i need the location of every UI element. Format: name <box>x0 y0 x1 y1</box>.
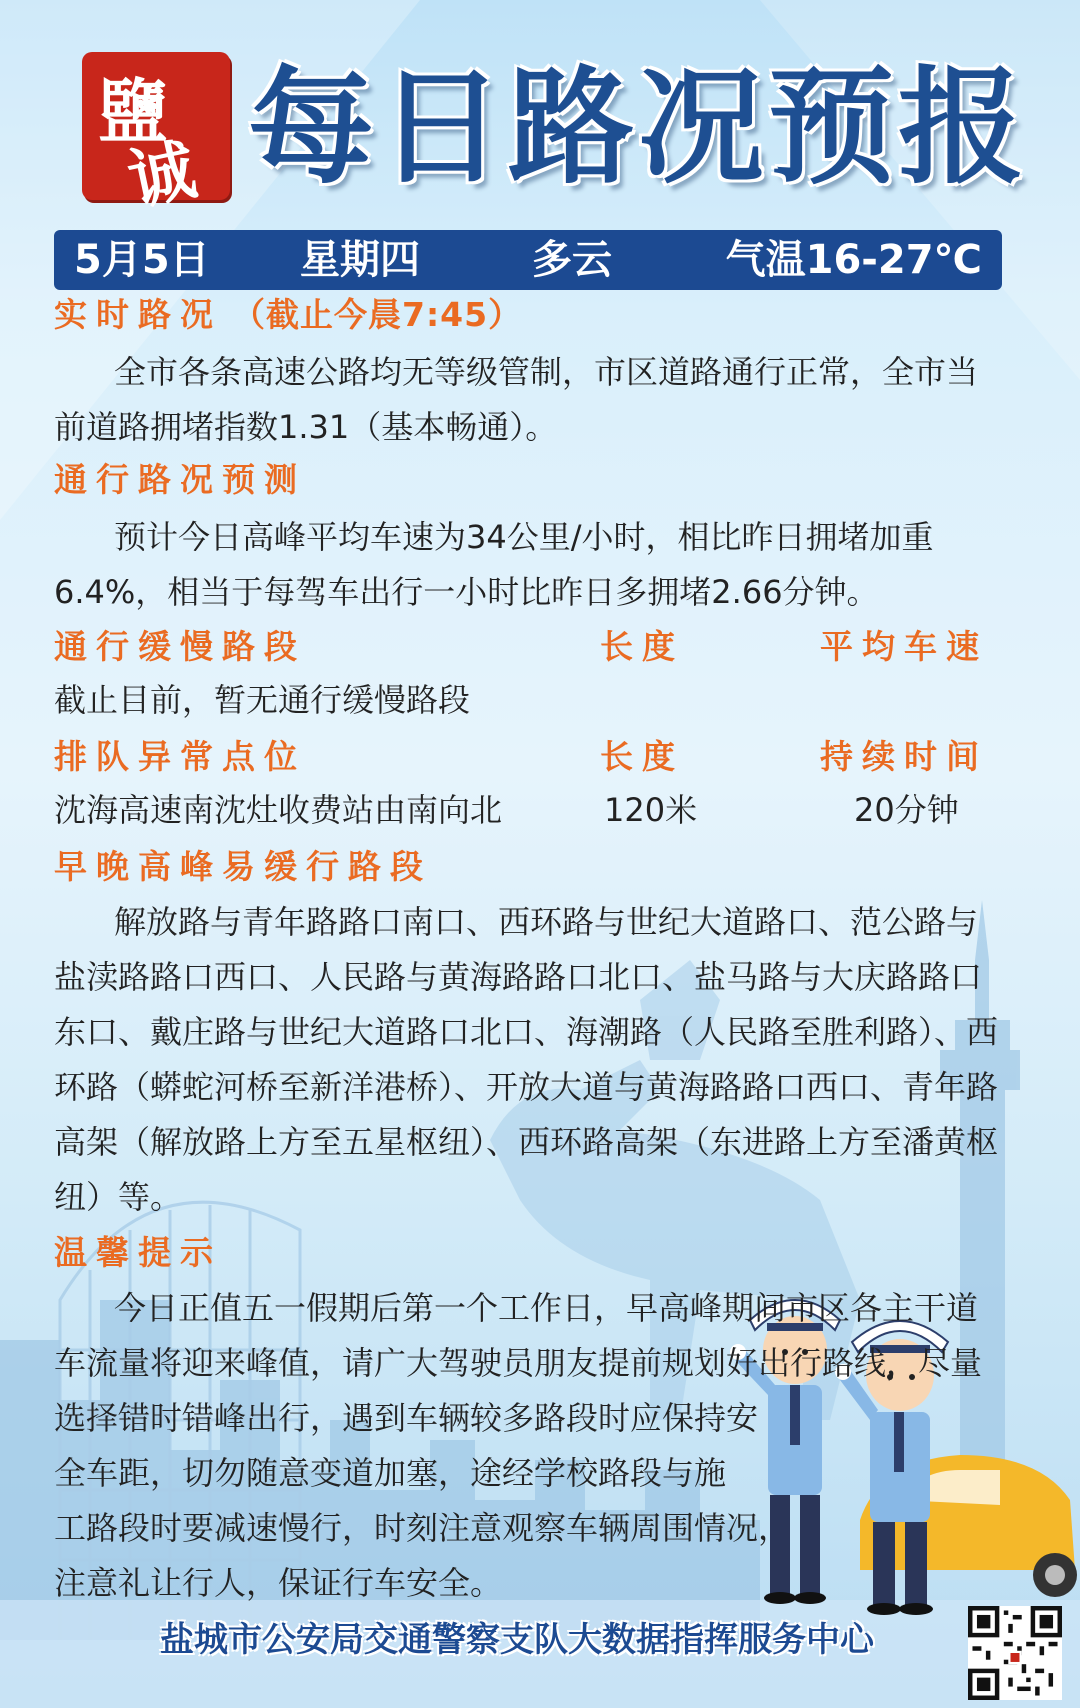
info-bar <box>54 230 1002 290</box>
queue-length: 120米 <box>604 791 698 829</box>
tips-line-4: 全车距，切勿随意变道加塞，途经学校路段与施 <box>54 1454 727 1492</box>
peak-heading: 早晚高峰易缓行路段 <box>54 847 432 886</box>
slow-roads-heading: 通行缓慢路段 <box>54 627 306 666</box>
realtime-text: 全市各条高速公路均无等级管制，市区道路通行正常，全市当前道路拥堵指数1.31（基本畅通）。 <box>54 353 979 446</box>
realtime-heading-title: 实时路况 <box>54 295 222 334</box>
seal-char-bottom: 诚 <box>121 129 203 220</box>
temperature-label: 气温16-27℃ <box>725 237 982 283</box>
slow-roads-length-header: 长度 <box>600 627 684 666</box>
realtime-heading-sub: （截止今晨7:45） <box>232 295 523 334</box>
tips-heading: 温馨提示 <box>54 1233 222 1272</box>
tips-line-2: 车流量将迎来峰值，请广大驾驶员朋友提前规划好出行路线，尽量 <box>54 1344 983 1382</box>
seal-char-top: 鹽 <box>98 70 168 153</box>
slow-roads-speed-header: 平均车速 <box>820 627 988 666</box>
queue-duration: 20分钟 <box>854 791 959 829</box>
weekday-label: 星期四 <box>300 237 420 283</box>
date-label: 5月5日 <box>74 237 210 283</box>
footer-organization: 盐城市公安局交通警察支队大数据指挥服务中心 <box>160 1620 874 1660</box>
queue-heading: 排队异常点位 <box>54 737 306 776</box>
queue-location: 沈海高速南沈灶收费站由南向北 <box>54 791 503 829</box>
slow-roads-content: 截止目前，暂无通行缓慢路段 <box>54 681 471 719</box>
forecast-text: 预计今日高峰平均车速为34公里/小时，相比昨日拥堵加重6.4%，相当于每驾车出行一小时比昨日多拥堵2.66分钟。 <box>54 518 934 611</box>
forecast-heading: 通行路况预测 <box>54 460 306 499</box>
qr-code[interactable] <box>968 1606 1062 1700</box>
queue-length-header: 长度 <box>600 737 684 776</box>
page-title: 每日路况预报 <box>248 54 1028 201</box>
tips-line-5: 工路段时要减速慢行，时刻注意观察车辆周围情况， <box>54 1509 791 1547</box>
realtime-heading <box>54 290 522 340</box>
weather-label: 多云 <box>532 237 612 283</box>
seal-logo <box>82 52 230 220</box>
queue-duration-header: 持续时间 <box>820 737 988 776</box>
tips-line-6: 注意礼让行人，保证行车安全。 <box>54 1564 503 1602</box>
tips-line-3: 选择错时错峰出行，遇到车辆较多路段时应保持安 <box>54 1399 759 1437</box>
peak-text: 解放路与青年路路口南口、西环路与世纪大道路口、范公路与盐渎路路口西口、人民路与黄海路路口北口、盐马路与大庆路路口东口、戴庄路与世纪大道路口北口、海潮路（人民路至胜利路）、西环路（蟒蛇河桥至新洋港桥）、开放大道与黄海路路口西口、青年路高架（解放路上方至五星枢纽）、西环路高架（东进路上方至潘黄枢纽）等。 <box>54 903 999 1216</box>
tips-line-1: 今日正值五一假期后第一个工作日，早高峰期间市区各主干道 <box>114 1289 979 1327</box>
